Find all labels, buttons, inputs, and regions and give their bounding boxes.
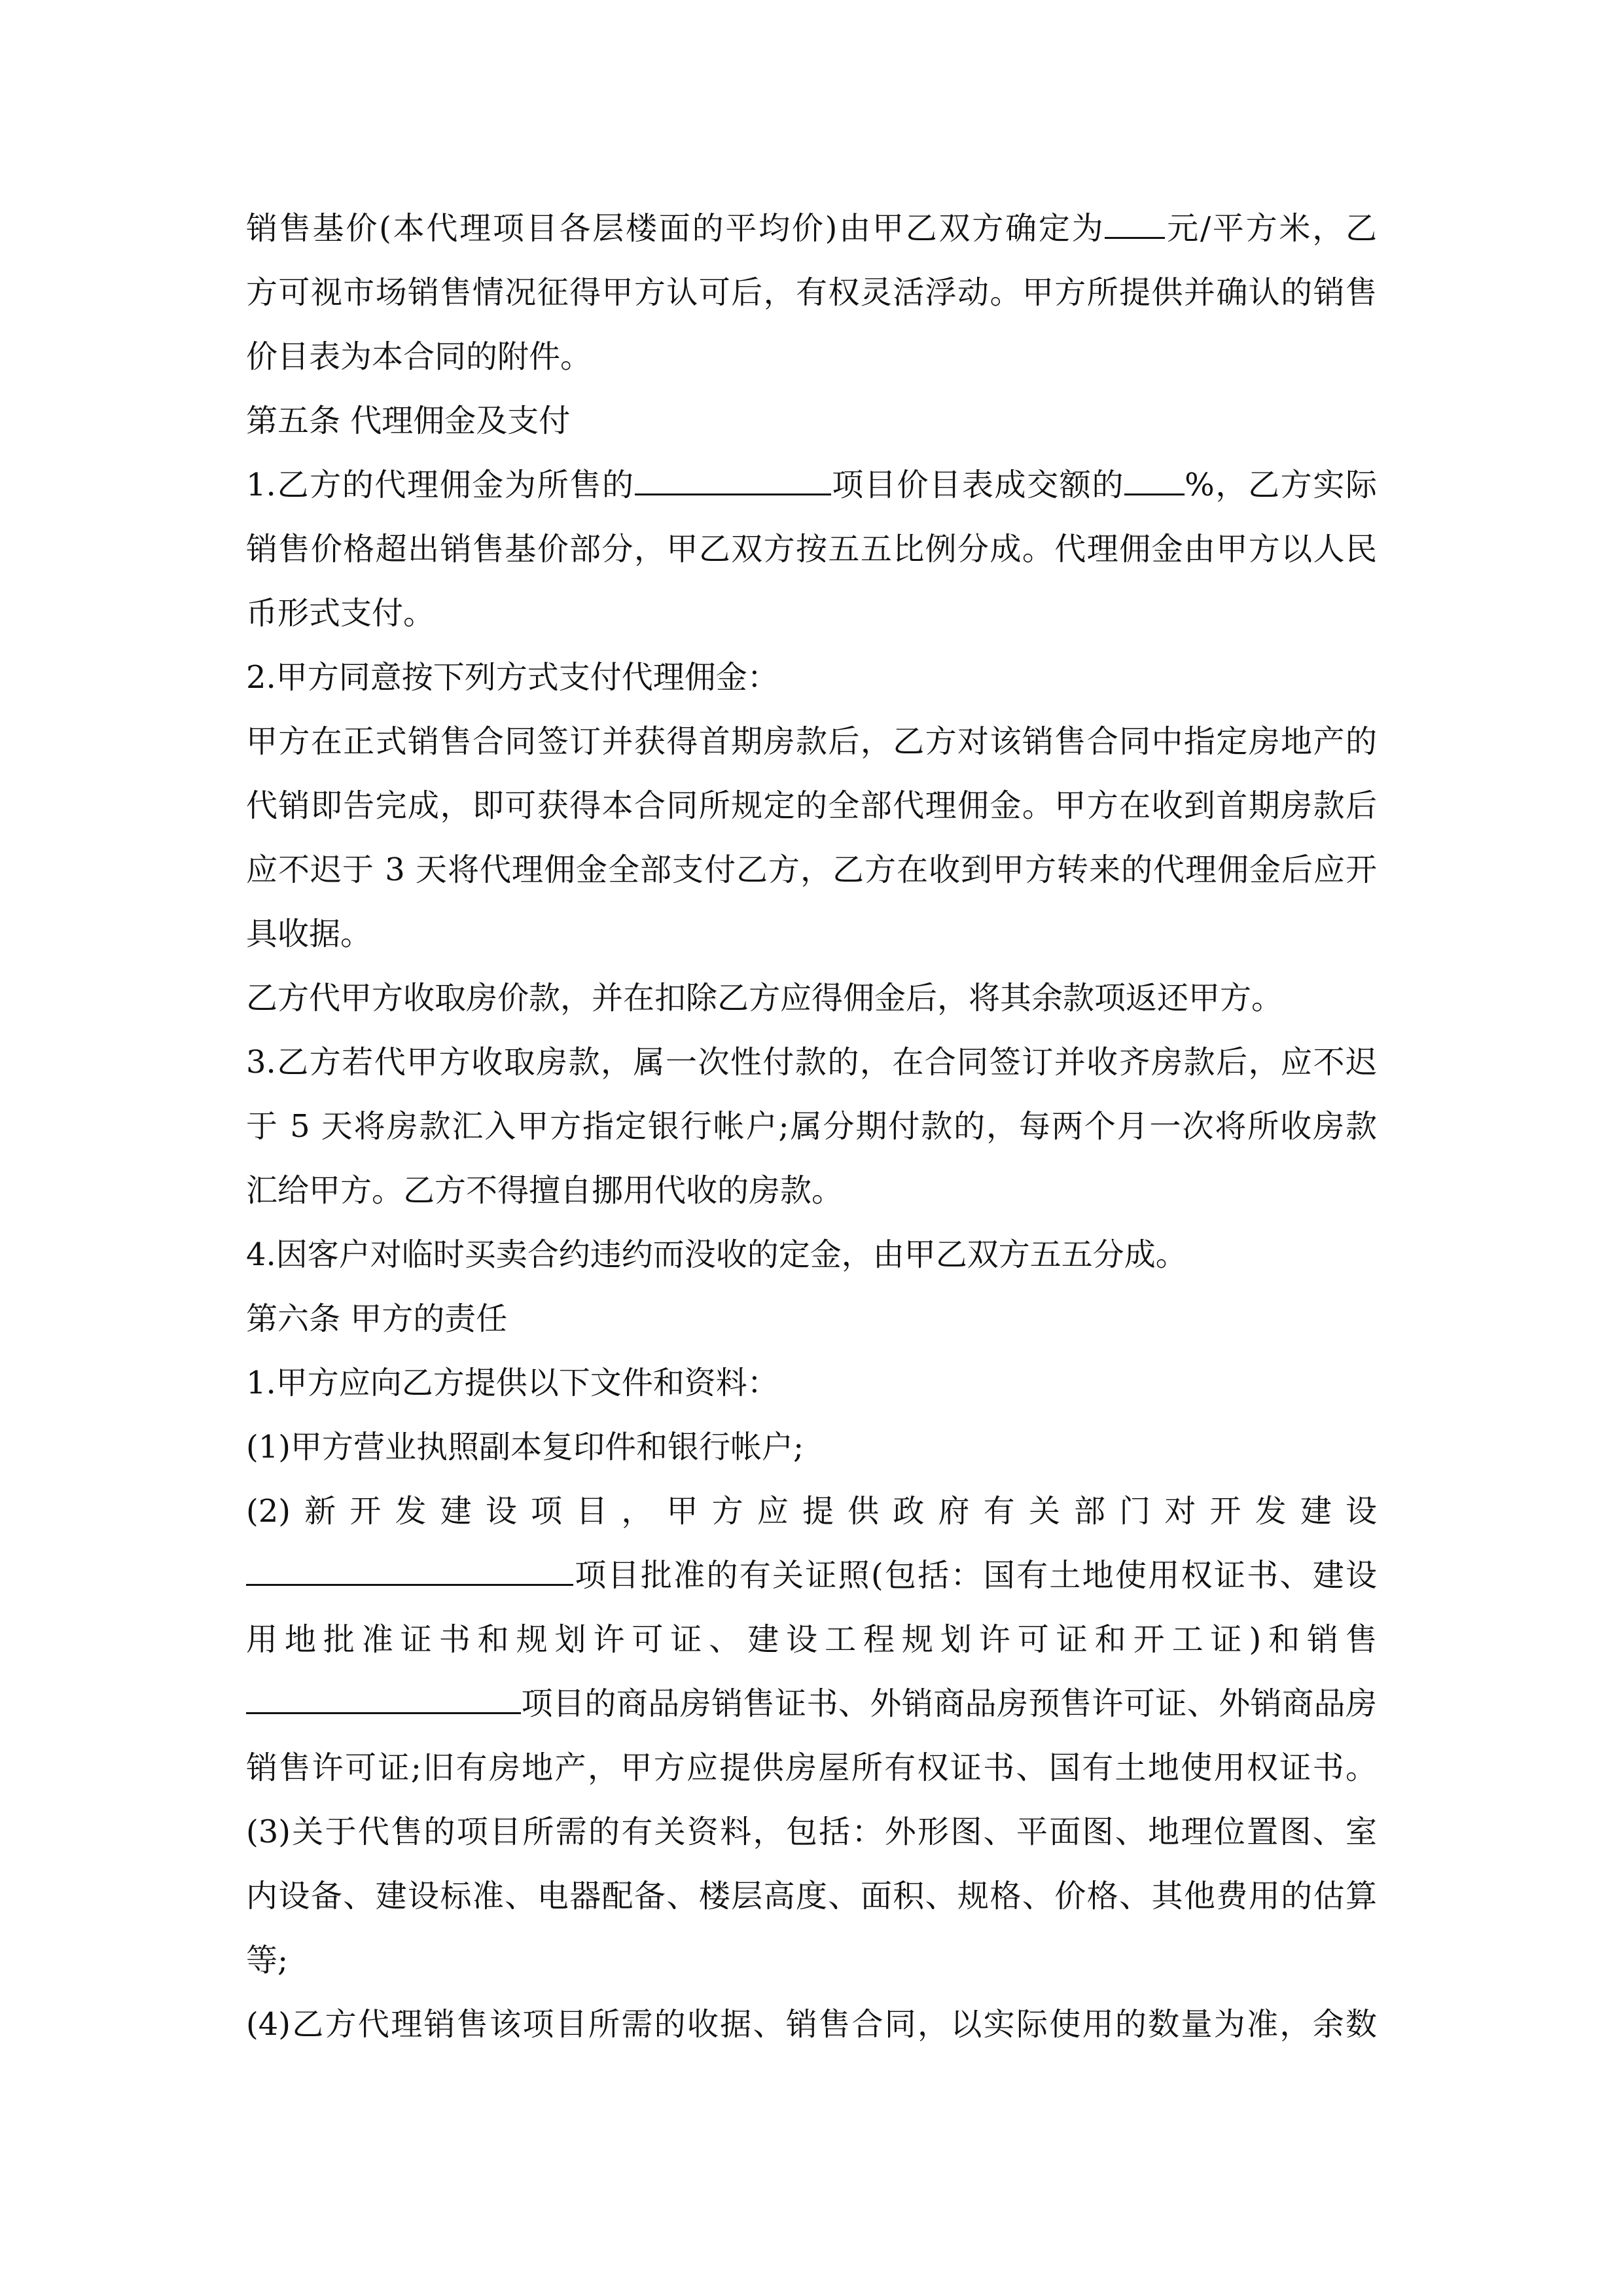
text-line: 币形式支付。 (246, 595, 435, 632)
text-line: 方可视市场销售情况征得甲方认可后，有权灵活浮动。甲方所提供并确认的销售 (246, 274, 1377, 311)
text-line: 甲方在正式销售合同签订并获得首期房款后，乙方对该销售合同中指定房地产的 (246, 723, 1377, 760)
text-line: 具收据。 (246, 916, 372, 952)
contract-body (246, 196, 1377, 2056)
text-line: (4)乙方代理销售该项目所需的收据、销售合同，以实际使用的数量为准，余数 (246, 2006, 1377, 2043)
text-segment: %，乙方实际 (1185, 467, 1377, 503)
text-line: (2)新开发建设项目，甲方应提供政府有关部门对开发建设 (246, 1493, 1377, 1530)
text-segment: 项目批准的有关证照(包括：国有土地使用权证书、建设 (573, 1557, 1377, 1594)
section-heading: 第五条 代理佣金及支付 (246, 403, 571, 439)
text-line: 乙方代甲方收取房价款，并在扣除乙方应得佣金后，将其余款项返还甲方。 (246, 980, 1283, 1016)
fill-in-blank (246, 1678, 521, 1714)
text-line (246, 196, 1377, 260)
text-line: 3.乙方若代甲方收取房款，属一次性付款的，在合同签订并收齐房款后，应不迟 (246, 1044, 1377, 1081)
fill-in-blank (1105, 203, 1165, 239)
text-segment: 1.乙方的代理佣金为所售的 (246, 467, 635, 503)
fill-in-blank (635, 459, 831, 495)
text-segment: 销售基价(本代理项目各层楼面的平均价)由甲乙双方确定为 (246, 210, 1105, 247)
text-line: 内设备、建设标准、电器配备、楼层高度、面积、规格、价格、其他费用的估算 (246, 1878, 1377, 1914)
fill-in-blank (246, 1550, 573, 1586)
text-line: 销售价格超出销售基价部分，甲乙双方按五五比例分成。代理佣金由甲方以人民 (246, 531, 1377, 567)
section-heading: 第六条 甲方的责任 (246, 1300, 508, 1337)
text-line (246, 1672, 1377, 1736)
text-line: 2.甲方同意按下列方式支付代理佣金： (246, 659, 779, 696)
text-line: 销售许可证;旧有房地产，甲方应提供房屋所有权证书、国有土地使用权证书。 (246, 1749, 1377, 1786)
text-line: 1.甲方应向乙方提供以下文件和资料： (246, 1365, 779, 1401)
text-line: 汇给甲方。乙方不得擅自挪用代收的房款。 (246, 1172, 844, 1209)
text-line: 代销即告完成，即可获得本合同所规定的全部代理佣金。甲方在收到首期房款后 (246, 787, 1377, 824)
text-segment: 项目的商品房销售证书、外销商品房预售许可证、外销商品房 (521, 1685, 1377, 1722)
text-line: 等; (246, 1942, 289, 1979)
text-line: 用地批准证书和规划许可证、建设工程规划许可证和开工证)和销售 (246, 1621, 1377, 1658)
text-line: 应不迟于 3 天将代理佣金全部支付乙方，乙方在收到甲方转来的代理佣金后应开 (246, 852, 1377, 888)
text-line: (3)关于代售的项目所需的有关资料，包括：外形图、平面图、地理位置图、室 (246, 1814, 1377, 1850)
text-line (246, 453, 1377, 517)
text-line: 价目表为本合同的附件。 (246, 338, 592, 375)
text-line (246, 1543, 1377, 1607)
text-segment: 项目价目表成交额的 (830, 467, 1125, 503)
text-line: (1)甲方营业执照副本复印件和银行帐户; (246, 1429, 804, 1465)
fill-in-blank (1124, 459, 1185, 495)
text-segment: 元/平方米，乙 (1165, 210, 1377, 247)
text-line: 4.因客户对临时买卖合约违约而没收的定金，由甲乙双方五五分成。 (246, 1236, 1187, 1273)
text-line: 于 5 天将房款汇入甲方指定银行帐户;属分期付款的，每两个月一次将所收房款 (246, 1108, 1377, 1145)
